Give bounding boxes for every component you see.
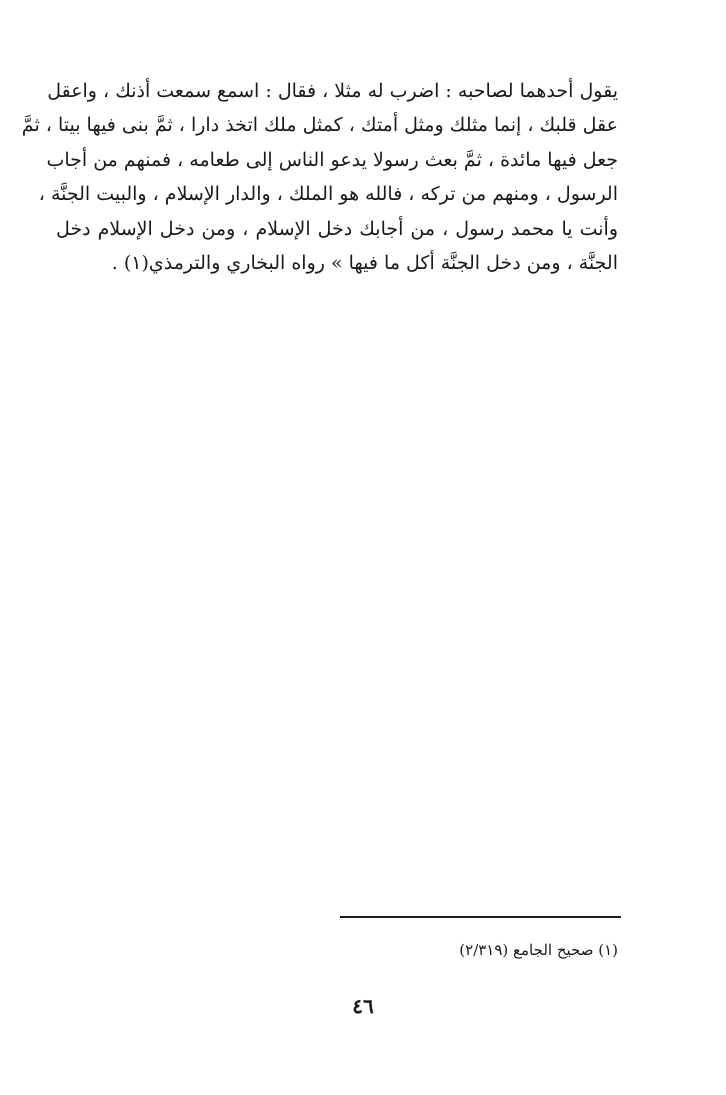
text-line: جعل فيها مائدة ، ثمَّ بعث رسولا يدعو الناس إلى طعامه ، فمنهم من أجاب [46,148,618,171]
text-line: وأنت يا محمد رسول ، من أجابك دخل الإسلام ، ومن دخل الإسلام دخل [56,217,618,240]
footnote-separator [340,916,621,918]
text-line: يقول أحدهما لصاحبه : اضرب له مثلا ، فقال : اسمع سمعت أذنك ، واعقل [47,80,618,102]
footnote: (١) صحيح الجامع (٢/٣١٩) [459,941,618,959]
main-paragraph [21,74,618,280]
page-number: ٤٦ [352,994,374,1018]
text-line: الرسول ، ومنهم من تركه ، فالله هو الملك ، والدار الإسلام ، والبيت الجنَّة ، [38,183,618,206]
text-line: عقل قلبك ، إنما مثلك ومثل أمتك ، كمثل ملك اتخذ دارا ، ثمَّ بنى فيها بيتا ، ثمَّ [21,114,618,137]
text-line: الجنَّة ، ومن دخل الجنَّة أكل ما فيها » رواه البخاري والترمذي(١) . [111,251,618,274]
